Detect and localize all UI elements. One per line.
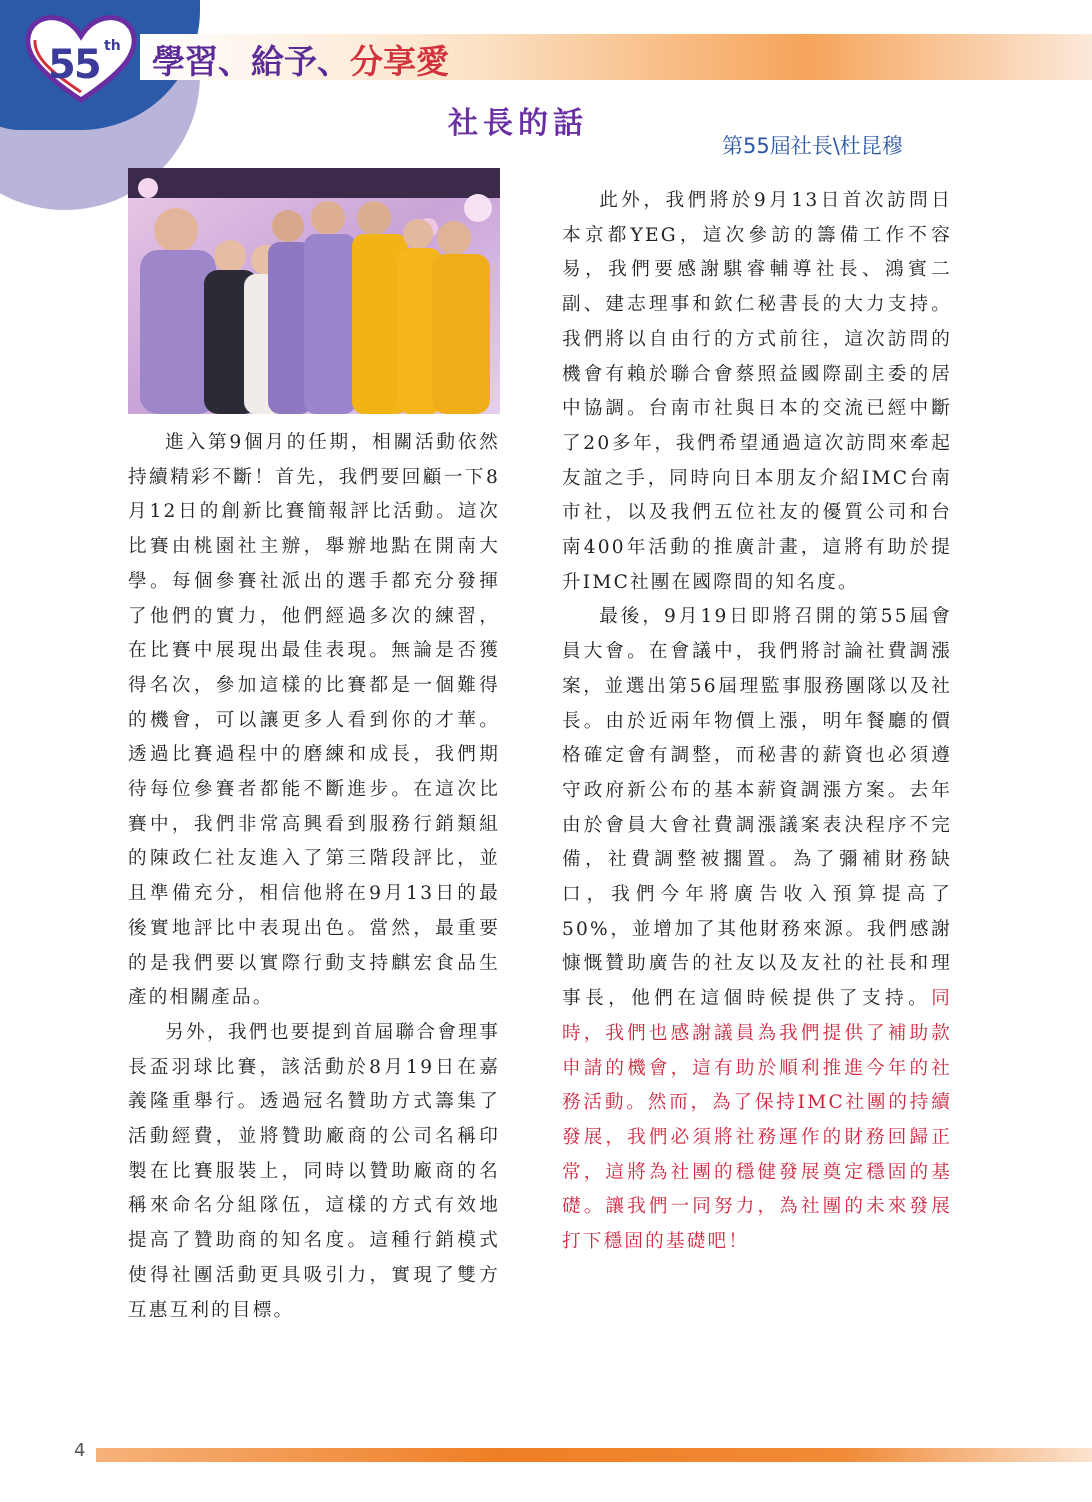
group-photo [128, 168, 500, 414]
slogan-part-2: 分享愛 [350, 42, 449, 81]
paragraph [562, 600, 952, 1259]
paragraph: 進入第9個月的任期，相關活動依然持續精彩不斷！首先，我們要回顧一下8月12日的創新比賽簡報評比活動。這次比賽由桃園社主辦，舉辦地點在開南大學。每個參賽社派出的選手都充分發揮了他們的實力，他們經過多次的練習，在比賽中展現出最佳表現。無論是否獲得名次，參加這樣的比賽都是一個難得的機會，可以讓更多人看到你的才華。透過比賽過程中的磨練和成長，我們期待每位參賽者都能不斷進步。在這次比賽中，我們非常高興看到服務行銷類組的陳政仁社友進入了第三階段評比，並且準備充分，相信他將在9月13日的最後實地評比中表現出色。當然，最重要的是我們要以實際行動支持麒宏食品生產的相關產品。 [128, 432, 500, 1009]
author-byline: 第55屆社長\杜昆穆 [722, 134, 903, 158]
group-photo-illustration [128, 168, 500, 414]
anniversary-suffix: th [104, 38, 121, 54]
page-title: 社長的話 [448, 106, 588, 141]
paragraph: 此外，我們將於9月13日首次訪問日本京都YEG，這次參訪的籌備工作不容易，我們要感謝騏睿輔導社長、鴻賓二副、建志理事和欽仁秘書長的大力支持。我們將以自由行的方式前往，這次訪問的機會有賴於聯合會蔡照益國際副主委的居中協調。台南市社與日本的交流已經中斷了20多年，我們希望通過這次訪問來牽起友誼之手，同時向日本朋友介紹IMC台南市社，以及我們五位社友的優質公司和台南400年活動的推廣計畫，這將有助於提升IMC社團在國際間的知名度。 [562, 190, 952, 593]
highlighted-text: 同時，我們也感謝議員為我們提供了補助款申請的機會，這有助於順利推進今年的社務活動。然而，為了保持IMC社團的持續發展，我們必須將社務運作的財務回歸正常，這將為社團的穩健發展奠定穩固的基礎。讓我們一同努力，為社團的未來發展打下穩固的基礎吧！ [562, 988, 952, 1253]
article-left-column [128, 426, 500, 1328]
paragraph-text: 最後，9月19日即將召開的第55屆會員大會。在會議中，我們將討論社費調漲案，並選出第56屆理監事服務團隊以及社長。由於近兩年物價上漲，明年餐廳的價格確定會有調整，而秘書的薪資也必須遵守政府新公布的基本薪資調漲方案。去年由於會員大會社費調漲議案表決程序不完備，社費調整被擱置。為了彌補財務缺口，我們今年將廣告收入預算提高了50%，並增加了其他財務來源。我們感謝慷慨贊助廣告的社友以及友社的社長和理事長，他們在這個時候提供了支持。 [562, 606, 952, 1010]
footer-gradient-bar [96, 1448, 1092, 1462]
article-right-column [562, 184, 952, 1260]
paragraph: 另外，我們也要提到首屆聯合會理事長盃羽球比賽，該活動於8月19日在嘉義隆重舉行。透過冠名贊助方式籌集了活動經費，並將贊助廠商的公司名稱印製在比賽服裝上，同時以贊助廠商的名稱來命名分組隊伍，這樣的方式有效地提高了贊助商的知名度。這種行銷模式使得社團活動更具吸引力，實現了雙方互惠互利的目標。 [128, 1021, 500, 1321]
header-slogan [152, 36, 449, 83]
slogan-part-1: 學習、給予、 [152, 42, 350, 81]
anniversary-number: 55 [48, 42, 100, 88]
page-number: 4 [74, 1440, 86, 1461]
